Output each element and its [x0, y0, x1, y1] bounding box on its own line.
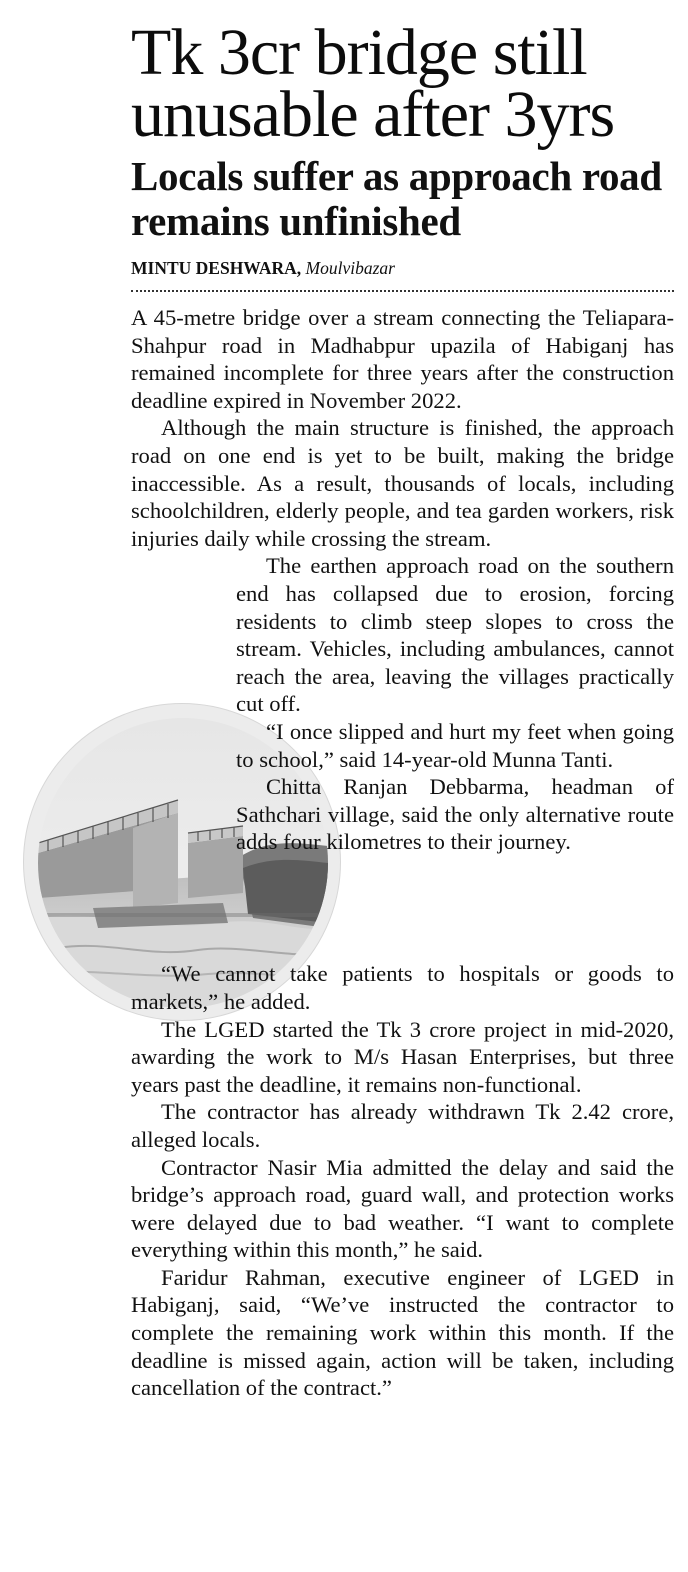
- paragraph: Chitta Ranjan Debbarma, headman of Sathchari village, said the only alternative route adds four kilometres to their journey.: [236, 774, 674, 855]
- paragraph: A 45-metre bridge over a stream connecting the Teliapara-Shahpur road in Madhabpur upazila of Habiganj has remained incomplete for three years after the construction deadline expired in November 2022.: [131, 305, 674, 413]
- paragraph: Faridur Rahman, executive engineer of LGED in Habiganj, said, “We’ve instructed the contractor to complete the remaining work within this month. If the deadline is missed again, action will be taken, including cancellation of the contract.”: [131, 1264, 674, 1401]
- paragraph: The earthen approach road on the southern end has collapsed due to erosion, forcing residents to climb steep slopes to cross the stream. Vehicles, including ambulances, cannot reach the area, leaving the villages practically cut off.: [236, 553, 674, 717]
- paragraph: Although the main structure is finished, the approach road on one end is yet to be built, making the bridge inaccessible. As a result, thousands of locals, including schoolchildren, elderly people, and tea garden workers, risk injuries daily while crossing the stream.: [131, 415, 674, 551]
- paragraph: The LGED started the Tk 3 crore project in mid-2020, awarding the work to M/s Hasan Enterprises, but three years past the deadline, it remains non-functional.: [131, 1016, 674, 1097]
- byline-location: Moulvibazar: [305, 258, 395, 278]
- byline-author: MINTU DESHWARA,: [131, 258, 302, 278]
- article: [131, 0, 674, 1402]
- headline: Tk 3cr bridge still unusable after 3yrs: [131, 16, 615, 151]
- paragraph: The contractor has already withdrawn Tk 2.42 crore, alleged locals.: [131, 1099, 674, 1152]
- paragraph: “I once slipped and hurt my feet when going to school,” said 14-year-old Munna Tanti.: [236, 718, 674, 772]
- byline: [131, 258, 674, 282]
- article-body: [131, 304, 674, 1402]
- paragraph: “We cannot take patients to hospitals or goods to markets,” he added.: [131, 961, 674, 1014]
- subhead: Locals suffer as approach road remains unfinished: [131, 153, 662, 244]
- dotted-divider: [131, 290, 674, 292]
- photo-wrap-region: [1, 580, 236, 960]
- paragraph: Contractor Nasir Mia admitted the delay and said the bridge’s approach road, guard wall, and protection works were delayed due to bad weather. “I want to complete everything within this month,” he said.: [131, 1154, 674, 1263]
